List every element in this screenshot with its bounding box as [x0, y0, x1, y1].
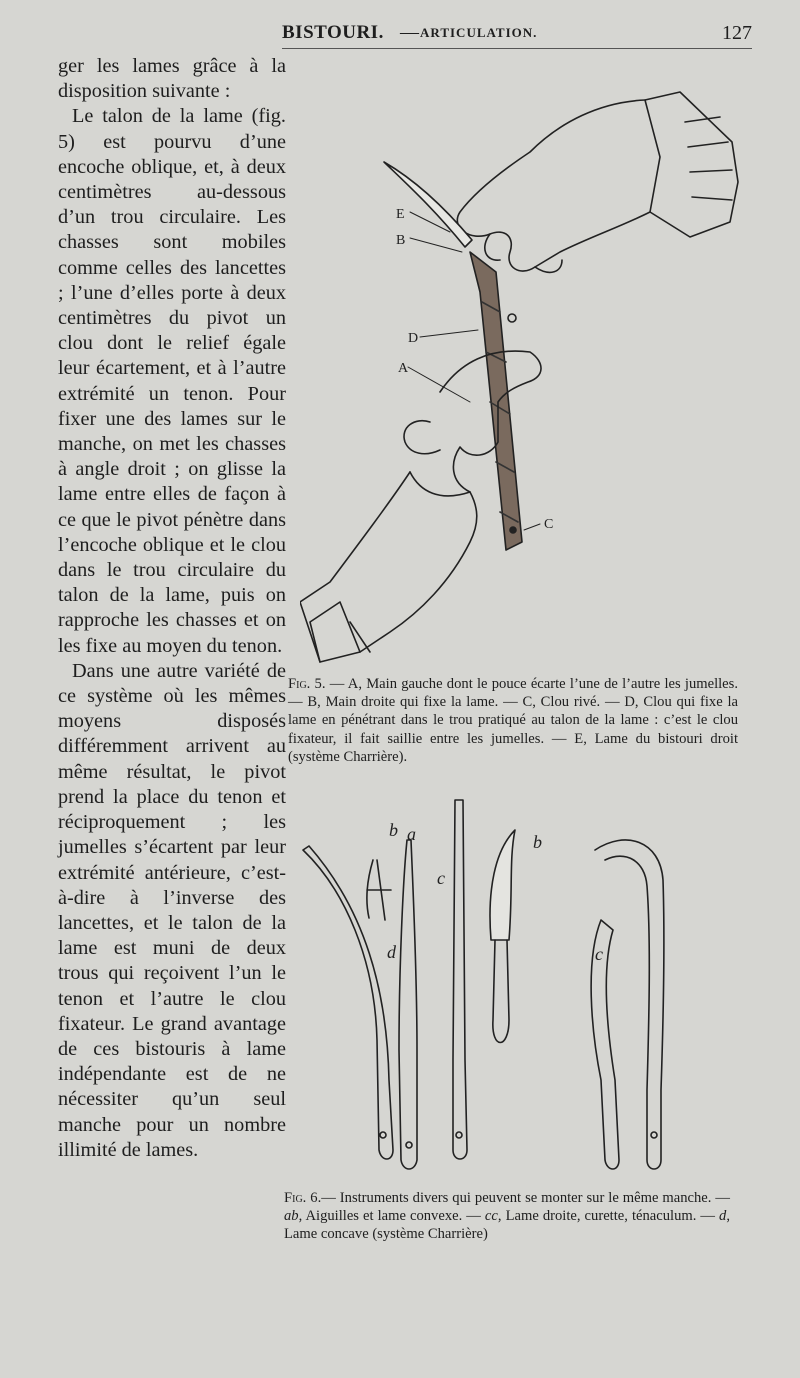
figure-5-caption-text: — A, Main gauche dont le pouce écarte l’une de l’autre les jumelles. — B, Main droite qui fixe la lame. — C, Clou rivé. — D, Clou qui fixe la lame en pénétrant dans le trou pratiqué au talon de la lame : c’est le clou fixateur, il fait saillie entre les jumelles. — E, Lame du bistouri droit (système Charrière). — [288, 676, 738, 765]
instrument-tenaculum — [595, 840, 664, 1169]
header-separator: — — [400, 22, 419, 43]
body-text-column — [58, 54, 286, 1163]
instrument-b-needle — [367, 860, 391, 920]
figure-6-caption-d: d — [719, 1208, 727, 1225]
fig6-label-c2: c — [595, 944, 603, 964]
figure-5-caption — [288, 675, 738, 766]
header-subtitle: ARTICULATION. — [420, 25, 538, 40]
left-sleeve — [300, 472, 477, 662]
right-hand — [457, 100, 650, 271]
figure-6-illustration — [295, 790, 715, 1180]
fig6-label-d: d — [387, 942, 396, 962]
header-rule — [282, 48, 752, 49]
fig6-label-c1: c — [437, 868, 445, 888]
figure-5-caption-lead: Fig. 5. — [288, 676, 326, 692]
instrument-d — [303, 846, 393, 1159]
label-a: A — [398, 361, 409, 376]
header-title: BISTOURI. — [282, 22, 384, 43]
running-header — [282, 22, 752, 48]
figure-6-caption-ab: ab — [284, 1208, 299, 1225]
paragraph-talon: Le talon de la lame (fig. 5) est pourvu d’une encoche oblique, et, à deux centimètres au-dessous d’un trou circulaire. Les chasses sont mobiles comme celles des lancettes ; l’une d’elles porte à deux centimètres du pivot un clou dont le relief égale leur écartement, et à l’autre extrémité un tenon. Pour fixer une des lames sur le manche, on met les chasses à angle droit ; on glisse la lame entre elles de façon à ce que le pivot pénètre dans l’encoche oblique et le clou dans le trou circulaire du talon de la lame, puis on rapproche les chasses et on les fixe au moyen du tenon. — [58, 105, 286, 657]
left-hand — [410, 351, 541, 496]
figure-6-caption-part1: — Instruments divers qui peuvent se monter sur le même manche. — — [321, 1190, 730, 1206]
label-d: D — [408, 331, 419, 346]
paragraph-variete: Dans une autre variété de ce système où les mêmes moyens disposés différemment arrivent au même résultat, le pivot prend la place du tenon et réciproquement ; les jumelles s’écartent par leur extrémité antérieure, c’est-à-dire à l’inverse des lancettes, et le talon de la lame est muni de deux trous qui reçoivent l’un le tenon et l’autre le clou fixateur. Le grand avantage de ces bistouris à lame indépendante est de ne nécessiter qu’un seul manche pour un nombre illimité de lames. — [58, 659, 286, 1161]
figure-6-caption — [284, 1189, 730, 1244]
fig6-label-a: a — [407, 824, 416, 844]
figure-5-illustration — [300, 62, 770, 672]
instrument-b-blade — [490, 830, 515, 940]
bistouri-handle — [470, 252, 522, 550]
instrument-a — [399, 840, 417, 1169]
label-b: B — [396, 233, 406, 248]
right-cuff — [645, 92, 738, 237]
figure-6-caption-part3: , Lame droite, curette, ténaculum. — — [497, 1208, 720, 1225]
figure-6-caption-part4: , Lame concave (système Charrière) — [284, 1208, 730, 1243]
paragraph-continued: ger les lames grâce à la disposition suivante : — [58, 55, 286, 103]
fig6-label-b1: b — [389, 820, 398, 840]
label-c: C — [544, 517, 554, 532]
fig6-label-b2: b — [533, 832, 542, 852]
label-e: E — [396, 207, 405, 222]
page-number: 127 — [722, 22, 752, 44]
figure-6-caption-lead: Fig. 6. — [284, 1190, 322, 1206]
figure-6-caption-cc: cc — [484, 1208, 498, 1225]
figure-6-caption-part2: , Aiguilles et lame convexe. — — [298, 1208, 485, 1225]
instrument-c — [453, 800, 467, 1159]
